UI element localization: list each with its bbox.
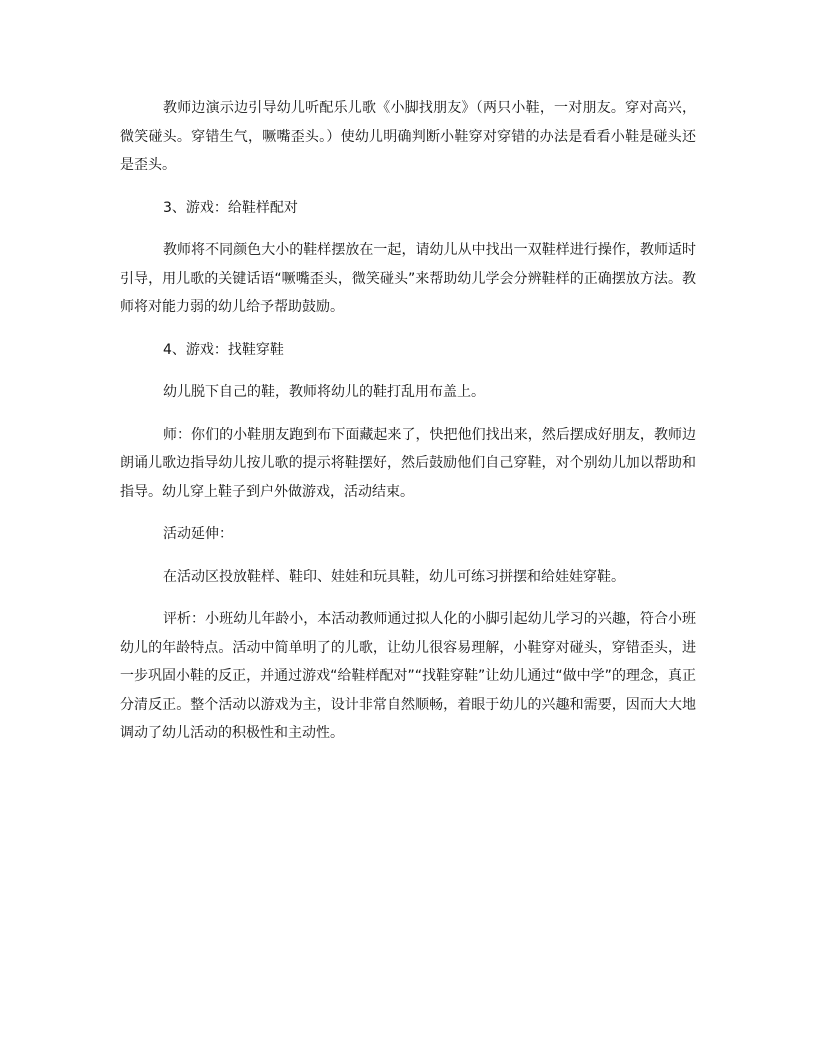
paragraph-shoe-matching: 教师将不同颜色大小的鞋样摆放在一起，请幼儿从中找出一双鞋样进行操作，教师适时引导，用儿歌的关键话语“噘嘴歪头，微笑碰头”来帮助幼儿学会分辨鞋样的正确摆放方法。教师将对能力弱的幼儿给予帮助鼓励。 [120,242,696,315]
heading-game-shoe-matching: 3、游戏：给鞋样配对 [163,199,298,216]
paragraph-teacher-dialogue: 师：你们的小鞋朋友跑到布下面藏起来了，快把他们找出来，然后摆成好朋友，教师边朗诵儿歌边指导幼儿按儿歌的提示将鞋摆好，然后鼓励他们自己穿鞋，对个别幼儿加以帮助和指导。幼儿穿上鞋子到户外做游戏，活动结束。 [120,426,696,500]
paragraph-song-intro: 教师边演示边引导幼儿听配乐儿歌《小脚找朋友》（两只小鞋，一对朋友。穿对高兴，微笑碰头。穿错生气，噘嘴歪头。）使幼儿明确判断小鞋穿对穿错的办法是看看小鞋是碰头还是歪头。 [120,100,696,173]
paragraph-activity-extension: 在活动区投放鞋样、鞋印、娃娃和玩具鞋，幼儿可练习拼摆和给娃娃穿鞋。 [163,568,625,585]
paragraph-evaluation: 评析：小班幼儿年龄小，本活动教师通过拟人化的小脚引起幼儿学习的兴趣，符合小班幼儿的年龄特点。活动中简单明了的儿歌，让幼儿很容易理解，小鞋穿对碰头，穿错歪头，进一步巩固小鞋的反正，并通过游戏“给鞋样配对”“找鞋穿鞋”让幼儿通过“做中学”的理念，真正分清反正。整个活动以游戏为主，设计非常自然顺畅，着眼于幼儿的兴趣和需要，因而大大地调动了幼儿活动的积极性和主动性。 [120,611,696,741]
heading-activity-extension: 活动延伸： [163,526,233,542]
heading-game-find-shoes: 4、游戏：找鞋穿鞋 [163,341,284,358]
paragraph-remove-shoes: 幼儿脱下自己的鞋，教师将幼儿的鞋打乱用布盖上。 [163,384,485,400]
document-body [120,94,696,762]
